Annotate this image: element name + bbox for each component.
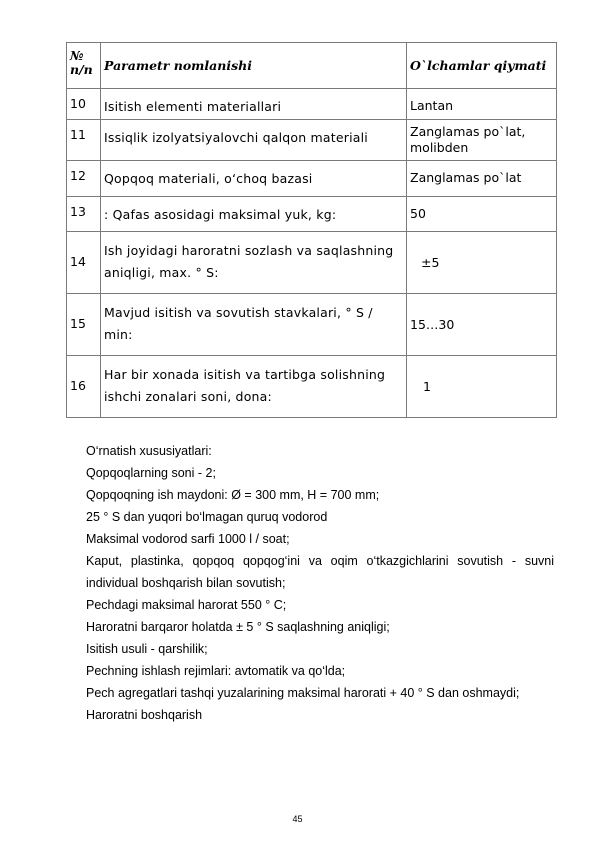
row-parameter: : Qafas asosidagi maksimal yuk, kg: (101, 197, 407, 232)
row-number: 14 (67, 232, 101, 294)
row-number: 12 (67, 161, 101, 197)
table-row (67, 356, 557, 418)
header-value: O`lchamlar qiymati (407, 43, 557, 89)
row-parameter: Mavjud isitish va sovutish stavkalari, ° S / min: (101, 294, 407, 356)
row-parameter: Har bir xonada isitish va tartibga solishning ishchi zonalari soni, dona: (101, 356, 407, 418)
row-value: ±5 (407, 232, 557, 294)
row-number: 11 (67, 120, 101, 161)
note-line: 25 ° S dan yuqori bo‘lmagan quruq vodorod (86, 510, 328, 524)
row-value: Zanglamas po`lat, molibden (407, 120, 557, 161)
row-parameter: Ish joyidagi haroratni sozlash va saqlashning aniqligi, max. ° S: (101, 232, 407, 294)
note-line: Maksimal vodorod sarfi 1000 l / soat; (86, 532, 290, 546)
header-number: № п/п (67, 43, 101, 89)
table-row (67, 161, 557, 197)
row-number: 10 (67, 89, 101, 120)
note-line: Qopqoqlarning soni - 2; (86, 466, 216, 480)
installation-notes (86, 440, 554, 726)
row-value: 1 (407, 356, 557, 418)
row-number: 13 (67, 197, 101, 232)
note-line: Haroratni barqaror holatda ± 5 ° S saqlashning aniqligi; (86, 620, 390, 634)
page-number: 45 (292, 814, 303, 824)
table-row (67, 89, 557, 120)
row-number: 16 (67, 356, 101, 418)
note-line: Qopqoqning ish maydoni: Ø = 300 mm, H = 700 mm; (86, 488, 380, 502)
note-line: Haroratni boshqarish (86, 708, 203, 722)
table-header-row (67, 43, 557, 89)
row-value: 15…30 (407, 294, 557, 356)
note-line: Kaput, plastinka, qopqoq qopqog‘ini va oqim o‘tkazgichlarini sovutish - suvni individual boshqarish bilan sovutish; (86, 554, 554, 590)
row-parameter: Isitish elementi materiallari (101, 89, 407, 120)
row-value: Lantan (407, 89, 557, 120)
table-row (67, 232, 557, 294)
row-value: Zanglamas po`lat (407, 161, 557, 197)
note-line: Pech agregatlari tashqi yuzalarining maksimal harorati + 40 ° S dan oshmaydi; (86, 686, 520, 700)
row-parameter: Qopqoq materiali, o‘choq bazasi (101, 161, 407, 197)
note-line: Pechning ishlash rejimlari: avtomatik va qo‘lda; (86, 664, 346, 678)
row-value: 50 (407, 197, 557, 232)
note-line: Isitish usuli - qarshilik; (86, 642, 208, 656)
table-row (67, 197, 557, 232)
notes-heading: O‘rnatish xususiyatlari: (86, 444, 212, 458)
table-row (67, 294, 557, 356)
row-parameter: Issiqlik izolyatsiyalovchi qalqon materiali (101, 120, 407, 161)
table-row (67, 120, 557, 161)
note-line: Pechdagi maksimal harorat 550 ° C; (86, 598, 287, 612)
row-number: 15 (67, 294, 101, 356)
parameters-table (66, 42, 557, 418)
header-parameter: Parametr nomlanishi (101, 43, 407, 89)
